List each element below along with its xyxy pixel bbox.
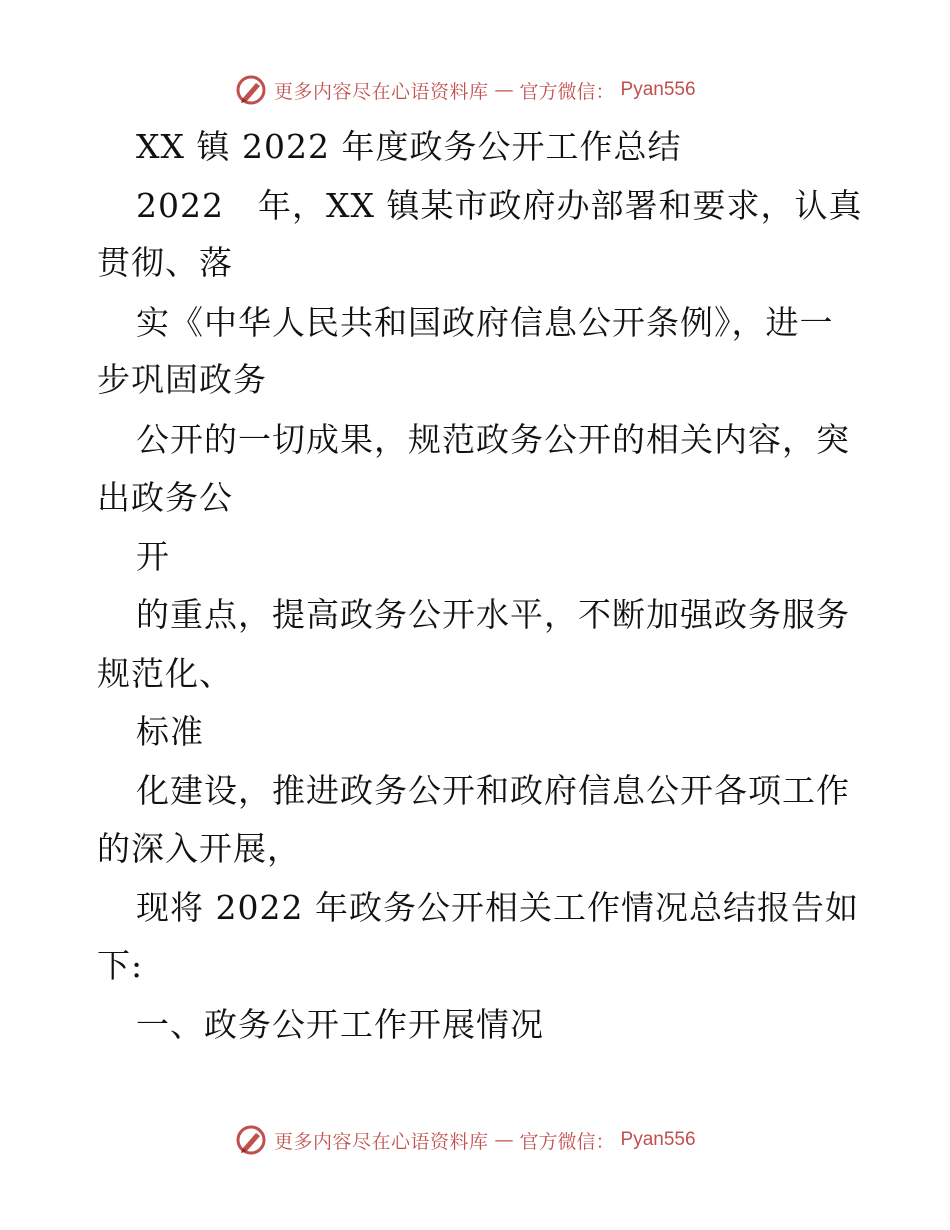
paragraph-line: 贯彻、落 — [97, 243, 233, 282]
header-banner-text: 更多内容尽在心语资料库 — [274, 80, 489, 103]
footer-banner-wechat-label: 官方微信： — [519, 1130, 615, 1153]
paragraph-line: 标准 — [136, 712, 204, 751]
pen-circle-logo-icon — [234, 1123, 268, 1157]
paragraph-line: 出政务公 — [97, 478, 233, 517]
paragraph-line: 开 — [136, 537, 170, 576]
paragraph-line: 步巩固政务 — [97, 360, 267, 399]
paragraph-line: 下: — [97, 946, 144, 985]
paragraph-line: 规范化、 — [97, 654, 233, 693]
header-banner-wechat-label: 官方微信： — [519, 80, 615, 103]
footer-banner[interactable] — [234, 1120, 696, 1160]
section-heading: 一、政务公开工作开展情况 — [136, 1005, 544, 1044]
pen-circle-logo-icon — [234, 73, 268, 107]
paragraph-line: 的深入开展， — [97, 829, 301, 868]
paragraph-line: 2022 年，XX 镇某市政府办部署和要求，认真 — [136, 186, 863, 225]
paragraph-line: 公开的一切成果，规范政务公开的相关内容，突 — [136, 420, 850, 459]
header-banner-wechat-id: Pyan556 — [620, 79, 696, 100]
footer-banner-text: 更多内容尽在心语资料库 — [274, 1130, 489, 1153]
paragraph-line: 的重点，提高政务公开水平，不断加强政务服务 — [136, 595, 850, 634]
document-title: XX 镇 2022 年度政务公开工作总结 — [136, 127, 682, 166]
paragraph-line: 现将 2022 年政务公开相关工作情况总结报告如 — [136, 888, 859, 927]
header-banner-separator: — — [494, 79, 514, 101]
header-banner[interactable] — [234, 70, 696, 110]
footer-banner-wechat-id: Pyan556 — [620, 1129, 696, 1150]
paragraph-line: 实《中华人民共和国政府信息公开条例》，进一 — [136, 303, 834, 342]
paragraph-line: 化建设，推进政务公开和政府信息公开各项工作 — [136, 771, 850, 810]
footer-banner-separator: — — [494, 1129, 514, 1151]
